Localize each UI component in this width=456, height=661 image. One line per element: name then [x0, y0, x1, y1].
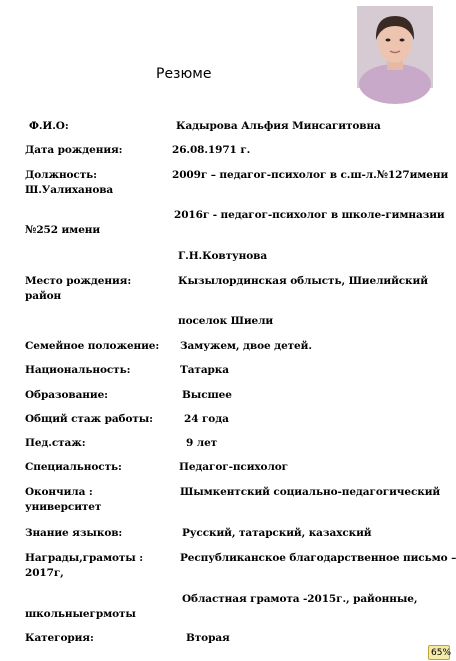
portrait-image: [357, 6, 433, 88]
position-value-line1: 2009г – педагог-психолог в с.ш-л.№127имени: [172, 169, 449, 181]
awards-value-line1: Республиканское благодарственное письмо –: [180, 552, 456, 564]
education-value: Высшее: [182, 389, 232, 401]
family-label: Семейное положение:: [25, 340, 160, 352]
category-value: Вторая: [186, 632, 230, 644]
awards-label-cont: 2017г,: [25, 567, 64, 579]
fio-value: Кадырова Альфия Минсагитовна: [176, 120, 381, 132]
birthplace-value-cont: поселок Шиели: [178, 315, 274, 327]
languages-value: Русский, татарский, казахский: [182, 527, 372, 539]
graduated-value: Шымкентский социально-педагогический: [180, 486, 441, 498]
profile-photo: [357, 6, 433, 88]
page-title: Резюме: [156, 66, 212, 82]
zoom-badge[interactable]: 65%: [428, 645, 450, 660]
ped-experience-value: 9 лет: [186, 437, 218, 449]
position-label: Должность:: [25, 169, 97, 181]
dob-label: Дата рождения:: [25, 144, 123, 156]
position-value-line2: 2016г - педагог-психолог в школе-гимназии: [174, 209, 445, 221]
birthplace-value: Кызылординская облысть, Шиелийский: [178, 275, 428, 287]
experience-value: 24 года: [184, 413, 229, 425]
specialty-label: Специальность:: [25, 461, 122, 473]
education-label: Образование:: [25, 389, 108, 401]
ped-experience-label: Пед.стаж:: [25, 437, 86, 449]
awards-value-line2-cont: школьныегрмоты: [25, 608, 136, 620]
category-label: Категория:: [25, 632, 94, 644]
position-value-line3: Г.Н.Ковтунова: [178, 250, 268, 262]
position-value-line2-cont: №252 имени: [25, 224, 101, 236]
awards-value-line2: Областная грамота -2015г., районные,: [182, 593, 418, 605]
specialty-value: Педагог-психолог: [179, 461, 288, 473]
graduated-label-cont: университет: [25, 501, 102, 513]
dob-value: 26.08.1971 г.: [172, 144, 251, 156]
position-value-line1-cont: Ш.Уалиханова: [25, 184, 114, 196]
fio-label: Ф.И.О:: [29, 120, 69, 132]
experience-label: Общий стаж работы:: [25, 413, 153, 425]
awards-label: Награды,грамоты :: [25, 552, 144, 564]
family-value: Замужем, двое детей.: [180, 340, 312, 352]
languages-label: Знание языков:: [25, 527, 123, 539]
nationality-label: Национальность:: [25, 364, 131, 376]
birthplace-label: Место рождения:: [25, 275, 132, 287]
graduated-label: Окончила :: [25, 486, 93, 498]
nationality-value: Татарка: [180, 364, 229, 376]
birthplace-label-cont: район: [25, 290, 62, 302]
